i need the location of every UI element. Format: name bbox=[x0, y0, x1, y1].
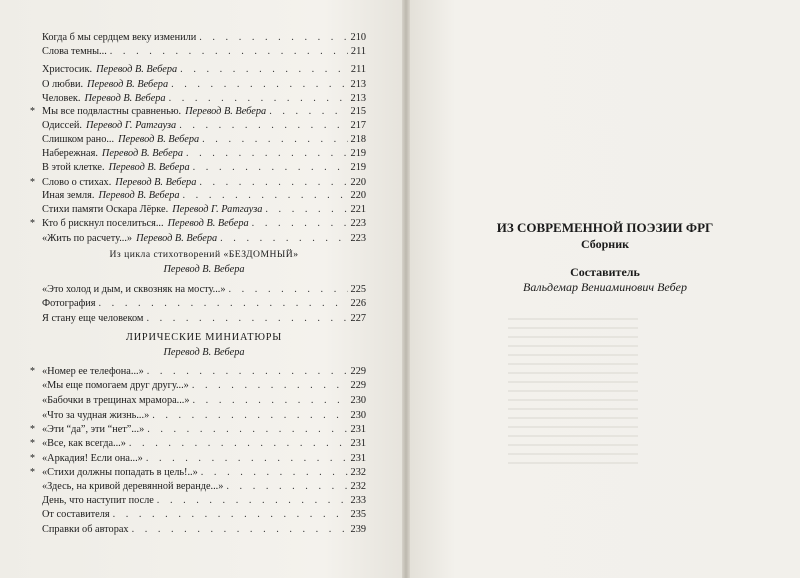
toc-entry-page: 239 bbox=[350, 524, 366, 535]
dot-leader bbox=[146, 311, 347, 326]
toc-entry-title: Мы все подвластны сравненью. bbox=[42, 106, 182, 117]
dot-leader bbox=[226, 479, 347, 494]
dot-leader bbox=[186, 146, 348, 161]
toc-entry-page: 230 bbox=[350, 410, 366, 421]
lyric-translator: Перевод В. Вебера bbox=[163, 347, 245, 358]
toc-entry bbox=[30, 451, 366, 466]
toc-entry-title: Одиссей. bbox=[42, 120, 82, 131]
toc-entry bbox=[42, 30, 366, 45]
toc-entry-title: Набережная. bbox=[42, 148, 98, 159]
toc-entry-translator: Перевод В. Вебера bbox=[118, 134, 200, 145]
toc-entry-title: «Эти “да”, эти “нет”...» bbox=[42, 424, 145, 435]
dot-leader bbox=[152, 408, 347, 423]
dot-leader bbox=[192, 378, 348, 393]
toc-entry bbox=[30, 364, 366, 379]
toc-entry-title: Человек. bbox=[42, 93, 81, 104]
toc-entry-title: Я стану еще человеком bbox=[42, 313, 144, 324]
toc-entry-page: 231 bbox=[350, 424, 366, 435]
toc-entry-marker: * bbox=[30, 218, 35, 229]
toc-entry-translator: Перевод В. Вебера bbox=[115, 177, 197, 188]
toc-entry-title: Христосик. bbox=[42, 64, 93, 75]
toc-entry bbox=[42, 62, 366, 77]
toc-entry-marker: * bbox=[30, 424, 35, 435]
dot-leader bbox=[147, 364, 348, 379]
toc-entry-page: 230 bbox=[350, 395, 366, 406]
toc-entry-title: «Мы еще помогаем друг другу...» bbox=[42, 380, 189, 391]
toc-entry bbox=[30, 422, 366, 437]
toc-entry-title: Слишком рано... bbox=[42, 134, 115, 145]
toc-entry-page: 221 bbox=[350, 204, 366, 215]
toc-entry bbox=[42, 296, 366, 311]
toc-entry-page: 235 bbox=[350, 509, 366, 520]
toc-entry-page: 233 bbox=[350, 495, 366, 506]
dot-leader bbox=[180, 62, 348, 77]
toc-entry bbox=[42, 77, 366, 92]
toc-entry-title: «Аркадия! Если она...» bbox=[42, 453, 143, 464]
toc-entry-page: 218 bbox=[350, 134, 366, 145]
toc-entry-title: День, что наступит после bbox=[42, 495, 154, 506]
toc-entry bbox=[42, 118, 366, 133]
toc-entry-title: «Жить по расчету...» bbox=[42, 233, 133, 244]
dot-leader bbox=[113, 507, 348, 522]
book-subtitle: Сборник bbox=[580, 237, 630, 251]
lyric-heading: ЛИРИЧЕСКИЕ МИНИАТЮРЫ bbox=[125, 332, 283, 343]
toc-entry bbox=[42, 479, 366, 494]
dot-leader bbox=[269, 104, 347, 119]
toc-entry-title: «Стихи должны попадать в цель!..» bbox=[42, 467, 198, 478]
toc-entry bbox=[42, 408, 366, 423]
toc-entry bbox=[42, 146, 366, 161]
toc-entry-page: 215 bbox=[350, 106, 366, 117]
toc-entry-page: 229 bbox=[350, 380, 366, 391]
dot-leader bbox=[183, 188, 348, 203]
compiler-label: Составитель bbox=[570, 265, 640, 279]
cycle-translator: Перевод В. Вебера bbox=[163, 264, 245, 275]
toc-entry-page: 231 bbox=[350, 438, 366, 449]
toc-entry-translator: Перевод В. Вебера bbox=[87, 79, 169, 90]
toc-entry-page: 232 bbox=[350, 481, 366, 492]
toc-entry bbox=[42, 507, 366, 522]
toc-entry-title: О любви. bbox=[42, 79, 84, 90]
toc-entry-title: Кто б рискнул поселиться... bbox=[42, 218, 164, 229]
toc-entry-translator: Перевод Г. Ратгауза bbox=[85, 120, 177, 131]
toc-entry-page: 213 bbox=[350, 79, 366, 90]
toc-entry-page: 219 bbox=[350, 162, 366, 173]
toc-entry-page: 231 bbox=[350, 453, 366, 464]
toc-entry bbox=[42, 522, 366, 537]
dot-leader bbox=[193, 160, 348, 175]
dot-leader bbox=[99, 296, 348, 311]
toc-entry-title: Слова темны... bbox=[42, 46, 107, 57]
dot-leader bbox=[132, 522, 348, 537]
dot-leader bbox=[202, 132, 347, 147]
toc-entry-page: 213 bbox=[350, 93, 366, 104]
toc-entry-translator: Перевод В. Вебера bbox=[96, 64, 178, 75]
toc-entry-marker: * bbox=[30, 453, 35, 464]
toc-entry-page: 232 bbox=[350, 467, 366, 478]
dot-leader bbox=[252, 216, 348, 231]
toc-entry-translator: Перевод В. Вебера bbox=[108, 162, 190, 173]
toc-entry-page: 226 bbox=[350, 298, 366, 309]
toc-entry-title: Слово о стихах. bbox=[42, 177, 112, 188]
toc-entry-title: Когда б мы сердцем веку изменили bbox=[42, 32, 197, 43]
dot-leader bbox=[110, 44, 348, 59]
dot-leader bbox=[265, 202, 347, 217]
toc-entry bbox=[30, 104, 366, 119]
toc-entry bbox=[42, 493, 366, 508]
toc-entry-title: Иная земля. bbox=[42, 190, 95, 201]
toc-entry bbox=[42, 378, 366, 393]
dot-leader bbox=[220, 231, 347, 246]
compiler-name: Вальдемар Вениаминович Вебер bbox=[523, 280, 687, 294]
toc-entry-marker: * bbox=[30, 106, 35, 117]
toc-entry-title: «Это холод и дым, и сквозняк на мосту...» bbox=[42, 284, 226, 295]
toc-entry-title: «Все, как всегда...» bbox=[42, 438, 126, 449]
cycle-heading: Из цикла стихотворений «БЕЗДОМНЫЙ» bbox=[109, 249, 299, 260]
toc-entry bbox=[30, 465, 366, 480]
toc-entry-translator: Перевод В. Вебера bbox=[185, 106, 267, 117]
dot-leader bbox=[179, 118, 347, 133]
toc-entry-translator: Перевод В. Вебера bbox=[101, 148, 183, 159]
toc-entry-page: 220 bbox=[350, 177, 366, 188]
toc-entry-page: 211 bbox=[350, 64, 366, 75]
toc-entry-title: «Номер ее телефона...» bbox=[42, 366, 144, 377]
dot-leader bbox=[199, 30, 347, 45]
toc-entry-translator: Перевод Г. Ратгауза bbox=[172, 204, 263, 215]
show-through-text bbox=[508, 318, 638, 468]
toc-entry bbox=[42, 311, 366, 326]
toc-entry-marker: * bbox=[30, 177, 35, 188]
toc-entry bbox=[42, 188, 366, 203]
toc-entry-title: «Что за чудная жизнь...» bbox=[42, 410, 150, 421]
toc-entry bbox=[30, 436, 366, 451]
dot-leader bbox=[157, 493, 348, 508]
dot-leader bbox=[146, 451, 348, 466]
toc-entry-page: 229 bbox=[350, 366, 366, 377]
toc-entry-title: «Здесь, на кривой деревянной веранде...» bbox=[42, 481, 224, 492]
dot-leader bbox=[201, 465, 348, 480]
dot-leader bbox=[193, 393, 348, 408]
toc-entry bbox=[42, 282, 366, 297]
toc-entry-page: 225 bbox=[350, 284, 366, 295]
toc-entry bbox=[42, 44, 366, 59]
toc-entry-page: 220 bbox=[350, 190, 366, 201]
toc-entry-page: 211 bbox=[350, 46, 366, 57]
toc-entry-title: От составителя bbox=[42, 509, 110, 520]
toc-entry-page: 223 bbox=[350, 233, 366, 244]
toc-entry-title: В этой клетке. bbox=[42, 162, 105, 173]
toc-entry-translator: Перевод В. Вебера bbox=[84, 93, 166, 104]
toc-entry bbox=[42, 393, 366, 408]
toc-entry-title: Справки об авторах bbox=[42, 524, 129, 535]
toc-entry-title: Стихи памяти Оскара Лёрке. bbox=[42, 204, 169, 215]
toc-entry-marker: * bbox=[30, 438, 35, 449]
toc-entry-page: 223 bbox=[350, 218, 366, 229]
toc-entry-translator: Перевод В. Вебера bbox=[98, 190, 180, 201]
toc-entry-title: Фотография bbox=[42, 298, 96, 309]
toc-entry bbox=[42, 231, 366, 246]
toc-entry-translator: Перевод В. Вебера bbox=[136, 233, 218, 244]
toc-entry bbox=[42, 160, 366, 175]
toc-entry-page: 217 bbox=[350, 120, 366, 131]
dot-leader bbox=[229, 282, 348, 297]
toc-entry-page: 219 bbox=[350, 148, 366, 159]
toc-entry-marker: * bbox=[30, 366, 35, 377]
dot-leader bbox=[171, 77, 347, 92]
toc-entry-title: «Бабочки в трещинах мрамора...» bbox=[42, 395, 190, 406]
toc-entry bbox=[30, 216, 366, 231]
toc-entry bbox=[42, 202, 366, 217]
toc-entry-marker: * bbox=[30, 467, 35, 478]
toc-entry-page: 227 bbox=[350, 313, 366, 324]
dot-leader bbox=[147, 422, 347, 437]
toc-entry bbox=[42, 132, 366, 147]
toc-entry-translator: Перевод В. Вебера bbox=[167, 218, 249, 229]
dot-leader bbox=[129, 436, 348, 451]
book-title: ИЗ СОВРЕМЕННОЙ ПОЭЗИИ ФРГ bbox=[496, 220, 714, 235]
toc-entry-page: 210 bbox=[350, 32, 366, 43]
